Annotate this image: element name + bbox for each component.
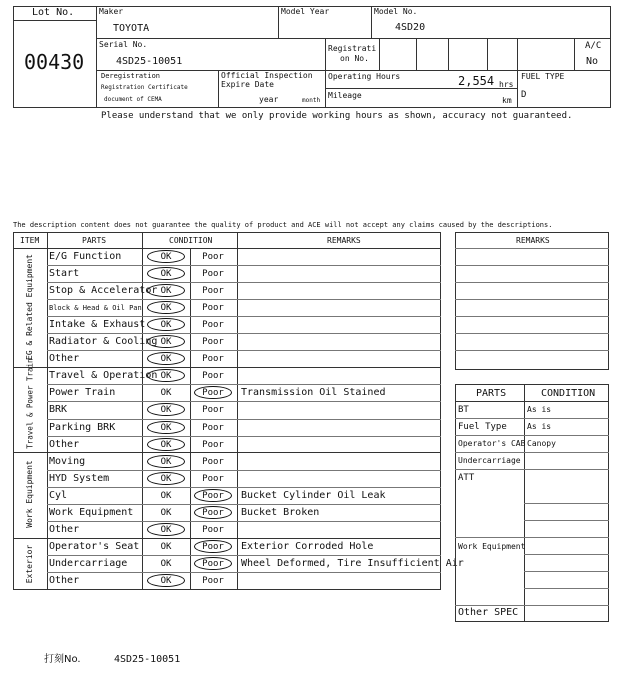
ok-option: OK	[160, 337, 172, 348]
ok-option: OK	[160, 524, 172, 535]
row-divider	[524, 503, 609, 504]
month-label: month	[302, 97, 321, 104]
lot-no-label: Lot No.	[32, 7, 75, 18]
row-divider	[455, 282, 609, 283]
poor-option: Poor	[202, 303, 224, 314]
remark-text: Bucket Broken	[241, 506, 320, 518]
registration-certificate-label: Registration Certificate	[101, 84, 188, 91]
parts-header: PARTS	[82, 236, 107, 245]
row-divider	[47, 401, 441, 402]
remark-text: Wheel Deformed, Tire Insufficient Air	[241, 557, 464, 569]
operating-hours-label: Operating Hours	[328, 72, 401, 81]
part-name: Other	[49, 523, 80, 535]
spec-part: Fuel Type	[458, 422, 507, 432]
poor-option: Poor	[202, 575, 224, 586]
maker-value: TOYOTA	[113, 23, 150, 34]
inspection-label-2: Expire Date	[221, 80, 274, 89]
group-label: Exterior	[25, 544, 34, 584]
row-divider	[524, 605, 609, 606]
poor-option: Poor	[202, 252, 224, 262]
part-name: E/G Function	[49, 251, 122, 262]
registration-label-1: Registrati	[328, 44, 377, 53]
serial-no-label: Serial No.	[99, 40, 148, 49]
row-divider	[455, 418, 609, 419]
remarks-header: REMARKS	[327, 236, 361, 245]
selection-circle	[147, 421, 185, 434]
hrs-unit: hrs	[499, 80, 514, 89]
selection-circle	[194, 540, 232, 553]
part-name: Parking BRK	[49, 421, 116, 433]
part-name: BRK	[49, 404, 68, 416]
poor-option: Poor	[202, 354, 224, 365]
registration-label-2: on No.	[340, 54, 369, 63]
poor-option: Poor	[202, 320, 224, 331]
serial-no-value: 4SD25-10051	[116, 56, 183, 67]
operating-hours-value: 2,554	[458, 74, 495, 88]
row-divider	[455, 469, 609, 470]
row-divider	[47, 504, 441, 505]
divider	[517, 38, 518, 108]
divider	[237, 232, 238, 590]
ok-option: OK	[160, 422, 172, 433]
poor-option: Poor	[202, 490, 224, 501]
part-name: Other	[49, 438, 80, 450]
model-no-label: Model No.	[374, 7, 418, 16]
row-divider	[47, 555, 441, 556]
selection-circle	[147, 284, 185, 297]
right-remarks-header: REMARKS	[516, 236, 550, 245]
row-divider	[47, 470, 441, 471]
row-divider	[47, 487, 441, 488]
condition-header: CONDITION	[169, 236, 213, 245]
group-label: Travel & Power Train	[25, 358, 35, 449]
fuel-type-value: D	[521, 90, 527, 100]
part-name: Stop & Accelerator	[49, 285, 158, 297]
ok-option: OK	[160, 269, 172, 280]
ok-option: OK	[160, 286, 172, 297]
spec-part: BT	[458, 405, 469, 415]
row-divider	[47, 384, 441, 385]
row-divider	[47, 299, 441, 300]
stamp-label: 打刻No.	[44, 654, 81, 665]
ok-option: OK	[160, 456, 172, 467]
row-divider	[455, 316, 609, 317]
poor-option: Poor	[202, 388, 224, 399]
ok-option: OK	[160, 473, 172, 484]
row-divider	[47, 265, 441, 266]
divider	[455, 401, 609, 402]
selection-circle	[147, 267, 185, 280]
part-name: Travel & Operation	[49, 370, 158, 382]
selection-circle	[194, 557, 232, 570]
ok-option: OK	[160, 303, 172, 314]
part-name: Radiator & Cooling	[49, 336, 158, 348]
row-divider	[47, 436, 441, 437]
notice-hours: Please understand that we only provide working hours as shown, accuracy not guaranteed.	[101, 111, 573, 121]
row-divider	[524, 520, 609, 521]
selection-circle	[194, 506, 232, 519]
divider	[574, 38, 575, 70]
part-name: Undercarriage	[49, 557, 128, 569]
poor-option: Poor	[202, 371, 224, 382]
selection-circle	[147, 523, 185, 536]
part-name: Moving	[49, 455, 86, 467]
group-label: Work Equipment	[25, 460, 34, 528]
part-name: Cyl	[49, 489, 68, 501]
poor-option: Poor	[202, 269, 224, 280]
row-divider	[47, 282, 441, 283]
group-divider	[13, 538, 441, 539]
spec-condition: As is	[527, 422, 552, 431]
mileage-label: Mileage	[328, 91, 362, 100]
part-name: Operator's Seat	[49, 540, 140, 552]
row-divider	[455, 350, 609, 351]
selection-circle	[147, 472, 185, 485]
ok-option: OK	[160, 252, 172, 262]
poor-option: Poor	[202, 558, 224, 569]
ok-option: OK	[160, 405, 172, 416]
part-name: Start	[49, 268, 80, 280]
notice-description: The description content does not guarantee the quality of product and ACE will not accept any claims caused by the descriptions.	[13, 221, 553, 229]
ok-option: OK	[160, 558, 172, 569]
selection-circle	[147, 455, 185, 468]
spec-other-label: Other SPEC	[458, 607, 519, 618]
selection-circle	[147, 574, 185, 587]
divider	[278, 6, 279, 38]
row-divider	[455, 452, 609, 453]
poor-option: Poor	[202, 439, 224, 450]
part-name: Block & Head & Oil Pan	[49, 304, 142, 313]
selection-circle	[194, 489, 232, 502]
remark-text: Exterior Corroded Hole	[241, 540, 374, 552]
poor-option: Poor	[202, 422, 224, 433]
ok-option: OK	[160, 541, 172, 552]
divider	[371, 6, 372, 38]
header-divider	[13, 248, 441, 249]
row-divider	[524, 571, 609, 572]
divider	[47, 232, 48, 590]
poor-option: Poor	[202, 456, 224, 467]
divider	[96, 38, 611, 39]
document-cema-label: document of CEMA	[104, 96, 162, 103]
ok-option: OK	[160, 575, 172, 586]
spec-parts-header: PARTS	[476, 388, 507, 399]
row-divider	[47, 572, 441, 573]
model-year-label: Model Year	[281, 7, 330, 16]
remark-text: Transmission Oil Stained	[241, 387, 386, 399]
part-name: Intake & Exhaust	[49, 319, 146, 331]
row-divider	[524, 554, 609, 555]
divider	[487, 38, 488, 70]
row-divider	[455, 265, 609, 266]
row-divider	[524, 537, 609, 538]
ok-option: OK	[160, 354, 172, 365]
poor-option: Poor	[202, 507, 224, 518]
ok-option: OK	[160, 507, 172, 518]
item-header: ITEM	[20, 236, 40, 245]
section-divider	[455, 537, 524, 538]
part-name: Power Train	[49, 387, 116, 399]
spec-condition: Canopy	[527, 439, 556, 448]
spec-condition: As is	[527, 405, 552, 414]
divider	[96, 6, 97, 108]
row-divider	[524, 588, 609, 589]
group-label: EG & Related Equipment	[25, 254, 34, 360]
row-divider	[47, 316, 441, 317]
row-divider	[47, 521, 441, 522]
poor-option: Poor	[202, 473, 224, 484]
part-name: Other	[49, 574, 80, 586]
divider	[416, 38, 417, 70]
section-divider	[455, 605, 524, 606]
fuel-type-label: FUEL TYPE	[521, 72, 565, 81]
ok-option: OK	[160, 371, 172, 382]
row-divider	[47, 419, 441, 420]
spec-part: Operator's CAB	[458, 439, 526, 448]
poor-option: Poor	[202, 524, 224, 535]
model-no-value: 4SD20	[395, 22, 426, 33]
group-divider	[13, 452, 441, 453]
row-divider	[455, 333, 609, 334]
row-divider	[47, 350, 441, 351]
poor-option: Poor	[202, 541, 224, 552]
spec-part: Undercarriage	[458, 456, 521, 465]
ok-option: OK	[160, 439, 172, 450]
divider	[13, 20, 96, 21]
spec-work-equipment-label: Work Equipment	[458, 542, 526, 551]
poor-option: Poor	[202, 405, 224, 416]
row-divider	[47, 333, 441, 334]
divider	[96, 70, 611, 71]
row-divider	[455, 248, 609, 249]
spec-part: ATT	[458, 473, 475, 483]
part-name: Work Equipment	[49, 506, 134, 518]
divider	[218, 70, 219, 108]
deregistration-label: Deregistration	[101, 72, 161, 80]
spec-condition-header: CONDITION	[541, 388, 596, 399]
selection-circle	[147, 438, 185, 451]
selection-circle	[147, 250, 185, 263]
row-divider	[455, 435, 609, 436]
part-name: Other	[49, 353, 80, 365]
group-divider	[13, 367, 441, 368]
ac-label: A/C	[585, 41, 602, 51]
maker-label: Maker	[99, 7, 124, 16]
ac-value: No	[586, 56, 599, 67]
poor-option: Poor	[202, 286, 224, 297]
ok-option: OK	[160, 320, 172, 331]
inspection-label-1: Official Inspection	[221, 71, 313, 80]
year-label: year	[259, 95, 279, 104]
lot-no-value: 00430	[24, 50, 85, 74]
km-unit: km	[502, 96, 512, 105]
divider	[325, 38, 326, 108]
part-name: HYD System	[49, 472, 110, 484]
poor-option: Poor	[202, 337, 224, 348]
stamp-value: 4SD25-10051	[114, 654, 181, 665]
divider	[448, 38, 449, 70]
row-divider	[455, 299, 609, 300]
divider	[325, 88, 517, 89]
ok-option: OK	[160, 490, 172, 501]
remark-text: Bucket Cylinder Oil Leak	[241, 489, 386, 501]
divider	[379, 38, 380, 70]
ok-option: OK	[160, 388, 172, 399]
